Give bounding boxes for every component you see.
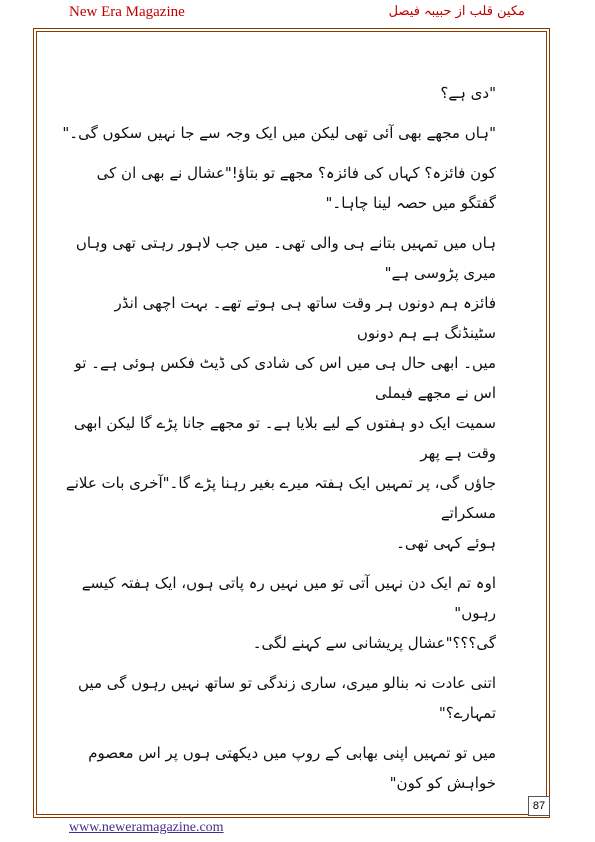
text-line: ہاں میں تمہیں بتانے ہی والی تھی۔ میں جب لاہور رہتی تھی وہاں میری پڑوسی ہے" bbox=[75, 234, 496, 282]
story-title: مکین قلب از حبیبہ فیصل bbox=[388, 4, 525, 19]
text-line: اتنی عادت نہ بنالو میری، ساری زندگی تو ساتھ نہیں رہوں گی میں تمہارے؟" bbox=[78, 674, 496, 722]
page-number: 87 bbox=[528, 796, 550, 816]
text-line: "ہاں مجھے بھی آئی تھی لیکن میں ایک وجہ سے جا نہیں سکوں گی۔" bbox=[62, 124, 496, 142]
text-line: کون فائزہ؟ کہاں کی فائزہ؟ مجھے تو بتاؤ!"عشال نے بھی ان کی گفتگو میں حصہ لینا چاہا۔" bbox=[96, 164, 496, 212]
text-line: فائزہ ہم دونوں ہر وقت ساتھ ہی ہوتے تھے۔ بہت اچھی انڈر سٹینڈنگ ہے ہم دونوں bbox=[114, 294, 496, 342]
article-body bbox=[62, 78, 496, 798]
text-line: جاؤں گی، پر تمہیں ایک ہفتہ میرے بغیر رہنا پڑے گا۔"آخری بات علانے مسکراتے bbox=[65, 474, 496, 522]
text-line: سمیت ایک دو ہفتوں کے لیے بلایا ہے۔ تو مجھے جانا پڑے گا لیکن ابھی وقت ہے پھر bbox=[73, 414, 496, 462]
text-line: میں تو تمہیں اپنی بھابی کے روپ میں دیکھتی ہوں پر اس معصوم خواہش کو کون" bbox=[88, 744, 496, 792]
text-line: میں۔ ابھی حال ہی میں اس کی شادی کی ڈیٹ فکس ہوئی ہے۔ تو اس نے مجھے فیملی bbox=[74, 354, 496, 402]
text-line: اوہ تم ایک دن نہیں آتی تو میں نہیں رہ پاتی ہوں، ایک ہفتہ کیسے رہوں" bbox=[81, 574, 496, 622]
footer-website-link[interactable]: www.neweramagazine.com bbox=[69, 820, 224, 835]
text-line: ہوئے کہی تھی۔ bbox=[396, 534, 496, 552]
magazine-title: New Era Magazine bbox=[69, 4, 185, 20]
text-line: گی؟؟؟"عشال پریشانی سے کہنے لگی۔ bbox=[252, 634, 496, 652]
text-line: "دی ہے؟ bbox=[440, 84, 496, 102]
